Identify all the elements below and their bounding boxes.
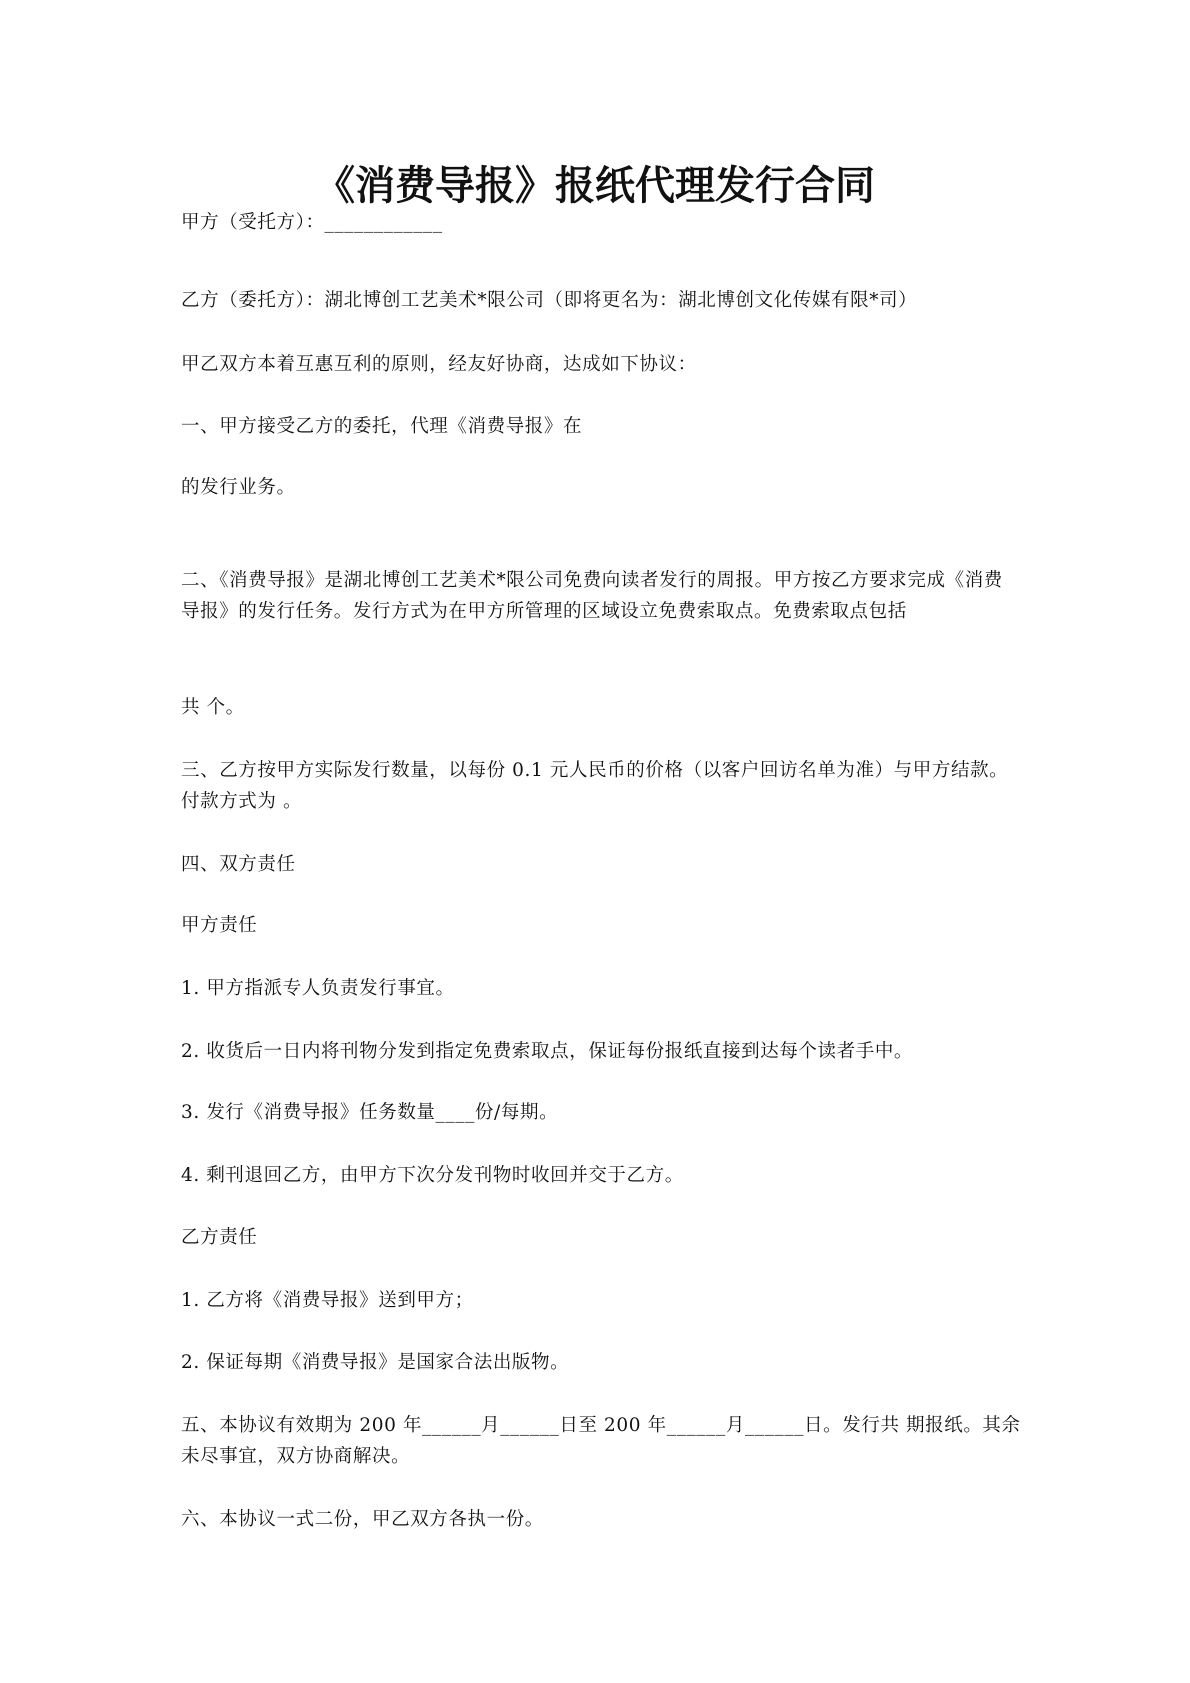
party-a-line: 甲方（受托方）：____________ — [181, 212, 443, 233]
party-a-duty-2: 2. 收货后一日内将刊物分发到指定免费索取点，保证每份报纸直接到达每个读者手中。 — [181, 1041, 914, 1062]
clause-1-line-2: 的发行业务。 — [181, 477, 296, 498]
clause-5-paragraph: 五、本协议有效期为 200 年______月______日至 200 年______月______日。发行共 期报纸。其余未尽事宜，双方协商解决。 — [181, 1415, 1021, 1467]
clause-3-paragraph: 三、乙方按甲方实际发行数量，以每份 0.1 元人民币的价格（以客户回访名单为准）与甲方结款。付款方式为 。 — [181, 760, 1009, 812]
party-a-duty-1: 1. 甲方指派专人负责发行事宜。 — [181, 978, 455, 999]
party-b-duty-2: 2. 保证每期《消费导报》是国家合法出版物。 — [181, 1352, 570, 1373]
clause-2-count: 共 个。 — [181, 697, 245, 718]
clause-1-line-1: 一、甲方接受乙方的委托，代理《消费导报》在 — [181, 416, 583, 437]
party-b-line: 乙方（委托方）：湖北博创工艺美术*限公司（即将更名为：湖北博创文化传媒有限*司） — [181, 290, 918, 311]
document-title: 《消费导报》报纸代理发行合同 — [315, 163, 875, 209]
party-a-duty-4: 4. 剩刊退回乙方，由甲方下次分发刊物时收回并交于乙方。 — [181, 1165, 684, 1186]
party-b-duty-1: 1. 乙方将《消费导报》送到甲方； — [181, 1290, 474, 1311]
party-a-duties-heading: 甲方责任 — [181, 915, 258, 936]
intro-paragraph: 甲乙双方本着互惠互利的原则，经友好协商，达成如下协议： — [181, 354, 697, 375]
clause-4-heading: 四、双方责任 — [181, 854, 296, 875]
clause-2-paragraph: 二、《消费导报》是湖北博创工艺美术*限公司免费向读者发行的周报。甲方按乙方要求完成《消费导报》的发行任务。发行方式为在甲方所管理的区域设立免费索取点。免费索取点包括 — [181, 570, 1003, 622]
clause-6-paragraph: 六、本协议一式二份，甲乙双方各执一份。 — [181, 1509, 544, 1530]
party-b-duties-heading: 乙方责任 — [181, 1227, 258, 1248]
party-a-duty-3: 3. 发行《消费导报》任务数量____份/每期。 — [181, 1102, 559, 1123]
